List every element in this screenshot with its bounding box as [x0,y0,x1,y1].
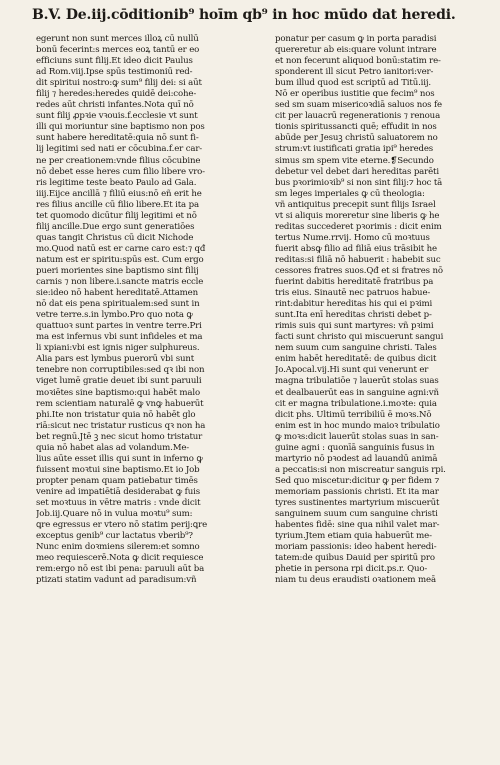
text-line: cessores fratres suos.Qđ et si fratres nō [275,265,443,276]
text-line: bus pꝛorimioꝛib⁹ si non sint filij:⁊ hoc tā [275,177,443,188]
text-line: efficiuns sunt filij.Et ideo dicit Paulus [36,56,193,67]
text-line: tris eius. Sinautē nec patruos habue- [275,288,431,299]
text-line: sie:ideo nō habent hereditatē.Attamen [36,288,199,299]
text-line: nō dat eis pena spiritualem:sed sunt in [36,299,200,310]
text-line: rem scientiam naturalē ꝙ vnꝙ habuerūt [36,398,204,409]
text-line: tenebre non corruptibiles:sed qꝛ ibi non [36,365,205,376]
text-line: enim est in hoc mundo maioꝛ tribulatio [275,420,440,431]
text-line: quas tangit Christus cū dicit Nichode [36,232,194,243]
text-line: et dealbauerūt eas in sanguine agni:vñ [275,387,439,398]
text-line: Jo.Apocal.vij.Hi sunt qui venerunt er [275,365,429,376]
text-line: dicit phs. Ultimū terribiliū ē moꝛs.Nō [275,409,432,420]
text-line: filij ⁊ heredes:heredes quidē dei:cohe- [36,89,197,100]
text-line: lij legitimi sed nati er cōcubina.f.er car- [36,144,203,155]
text-line: quia nō habet alas ad volandum.Me- [36,442,190,453]
text-line: meo requiescerē.Nota ꝙ dicit requiesce [36,553,204,564]
text-line: tertus Nume.rrvij. Homo cū moꝛtuus [275,232,430,243]
text-line: tyrium.Jtem etiam quia habuerūt me- [275,531,432,542]
text-line: ꝗre egressus er vtero nō statim perij:ꝗre [36,520,208,531]
text-line: Nō er operibus iustitie que fecim⁹ nos [275,89,435,100]
text-line: lius aūte esset illis qui sunt in inferno ꝙ [36,453,203,464]
text-line: tet quomodo dicūtur filij legitimi et nō [36,210,197,221]
text-line: Alia pars est lymbus puerorū vbi sunt [36,354,195,365]
text-line: niam tu deus eraudisti oꝛationem meā [275,575,436,586]
text-line: iiij.Eijce ancillā ⁊ filiū eius:nō eñ erit he [36,188,202,199]
text-line: enim habēt hereditatē: de quibus dicit [275,354,437,365]
text-line: Nunc enim doꝛmiens silerem:et somno [36,542,200,553]
text-line: pueri morientes sine baptismo sint filij [36,265,199,276]
text-line: sm leges imperiales ꝙ cū theologia: [275,188,425,199]
text-line: a peccatis:si non miscreatur sanguis rpi. [275,464,446,475]
text-line: sunt habere hereditatē:quia nō sunt fi- [36,133,199,144]
text-line: habentes fidē: sine qua nihil valet mar- [275,520,440,531]
left-column [36,34,268,586]
text-line: propter penam quam patiebatur timēs [36,475,198,486]
text-line: simus sm spem vite eterne.❡Secundo [275,155,434,166]
text-line: reditas succederet pꝛorimis : dicit enim [275,221,442,232]
text-line: Sed quo miscetur:dicitur ꝙ per fidem ⁊ [275,475,440,486]
text-line: Job.iij.Quare nō in vulua moꝛtu⁹ sum: [36,509,193,520]
text-line: vñ antiquitus precepit sunt filijs Israel [275,199,436,210]
text-line: ꝙ moꝛs:dicit lauerūt stolas suas in san- [275,431,439,442]
text-line: riā:sicut nec tristatur rusticus qꝛ non ha [36,420,206,431]
text-line: redes aūt christi infantes.Nota quī nō [36,100,194,111]
text-line: fuissent moꝛtui sine baptismo.Et io Job [36,464,200,475]
text-line: res filius ancille cū filio libere.Et ita pa [36,199,199,210]
text-line: moriam passionis: ideo habent heredi- [275,542,437,553]
text-line: sponderent ill sicut Petro ianitori:ver- [275,67,434,78]
text-line: vt si aliquis moreretur sine liberis ꝙ he [275,210,440,221]
text-line: guine agni : quonīā sanguinis fusus in [275,442,435,453]
text-line: ptizati statim vadunt ad paradisum:vñ [36,575,197,586]
text-line: martyrio nō pꝛodest ad lauandū animā [275,453,438,464]
text-line: sunt filij ꝓpꝛie vꝛouis.f.ecclesie vt sunt [36,111,198,122]
text-line: bonū fecerint:s merces eoꝝ tantū er eo [36,45,200,56]
text-line: ma est infernus vbi sunt infideles et ma [36,332,203,343]
text-line: egerunt non sunt merces illoꝝ cū nullū [36,34,199,44]
text-line: set moꝛtuus in vētre matris : vnde dicit [36,497,201,508]
text-line: rem:ergo nō est ibi pena: paruuli aūt ba [36,564,205,575]
text-line: tionis spiritussancti quē; effudit in nos [275,122,437,133]
text-line: bet regnū.Jtē ꝫ nec sicut homo tristatur [36,431,203,442]
text-line: et non fecerunt aliquod bonū:statim re- [275,56,441,67]
running-head: B.V. De.iij.cōditionib⁹ hoīm qb⁹ in hoc mūdo dat heredi. [32,7,456,23]
text-line: illi qui moriuntur sine baptismo non pos [36,122,205,133]
text-line: vetre terre.s.in lymbo.Pro quo nota ꝙ [36,310,193,321]
text-line: mo.Quod natū est er carne caro est:⁊ qđ [36,243,206,254]
text-line: viget lumē gratie deuet ibi sunt paruuli [36,376,202,387]
text-line: phetie in persona rpi dicit.ps.r. Quo- [275,564,428,575]
text-line: ne per creationem:vnde filius cōcubine [36,155,201,166]
text-line: tyres sustinentes martyrium miscuerūt [275,497,440,508]
text-line: reditas:si filiā nō habuerit : habebit suc [275,254,441,265]
text-line: rint:dabitur hereditas his qui ei pꝛimi [275,299,433,310]
text-line: abūde per Jesuꝫ christū saluatorem no [275,133,438,144]
text-line: dit spiritui nostro:ꝙ sum⁹ filij dei: si aūt [36,78,202,89]
text-line: carnis ⁊ non libere.i.sancte matris eccle [36,277,204,288]
text-line: cit per lauacrū regenerationis ⁊ renoua [275,111,441,122]
text-line: moꝛiētes sine baptismo:qui habēt malo [36,387,200,398]
text-line: phi.Ite non tristatur quia nō habēt glo [36,409,196,420]
text-line: magna tribulatiōe ⁊ lauerūt stolas suas [275,376,439,387]
text-line: ris legitime teste beato Paulo ad Gala. [36,177,197,188]
text-line: memoriam passionis christi. Et ita mar [275,486,439,497]
text-line: bum illud quod est scriptū ad Titū.iij. [275,78,431,89]
text-line: sunt.Ita enī hereditas christi debet p- [275,310,432,321]
text-line: fuerint dabitis hereditatē fratribus pa [275,277,434,288]
text-line: quattuoꝛ sunt partes in ventre terre.Pri [36,321,202,332]
text-line: exceptus genib⁹ cur lactatus vberib⁹? [36,531,193,542]
text-line: li xpiani:vbi est ignis niger sulphureus. [36,343,200,354]
text-line: debetur vel debet dari hereditas parēti [275,166,439,177]
text-line: cit er magna tribulatione.i.moꝛte: quia [275,398,437,409]
text-line: strum:vt iustificati gratia ipi⁹ heredes [275,144,434,155]
text-line: quereretur ab eis:quare volunt intrare [275,45,437,56]
text-line: ponatur per casum ꝙ in porta paradisi [275,34,437,44]
text-line: nō debet esse heres cum filio libere vro- [36,166,205,177]
text-line: tatem:de quibus Dauid per spiritū pro [275,553,435,564]
text-line: natum est er spiritu:spūs est. Cum ergo [36,254,204,265]
right-column [275,34,495,586]
text-line: rimis suis qui sunt martyres: vñ pꝛimi [275,321,434,332]
text-line: ad Rom.viij.Ipse spūs testimoniū red- [36,67,193,78]
text-line: filij ancille.Due ergo sunt generatiōes [36,221,195,232]
text-line: sed sm suam misericoꝛdiā saluos nos fe [275,100,442,111]
text-line: venire ad impatiētiā desiderabat ꝙ fuis [36,486,200,497]
text-line: sanguinem suum cum sanguine christi [275,509,438,520]
text-line: fuerit absꝙ filio ad filiā eius trāsibit he [275,243,437,254]
text-line: nem suum cum sanguine christi. Tales [275,343,437,354]
text-line: facti sunt christo qui miscuerunt sangui [275,332,444,343]
